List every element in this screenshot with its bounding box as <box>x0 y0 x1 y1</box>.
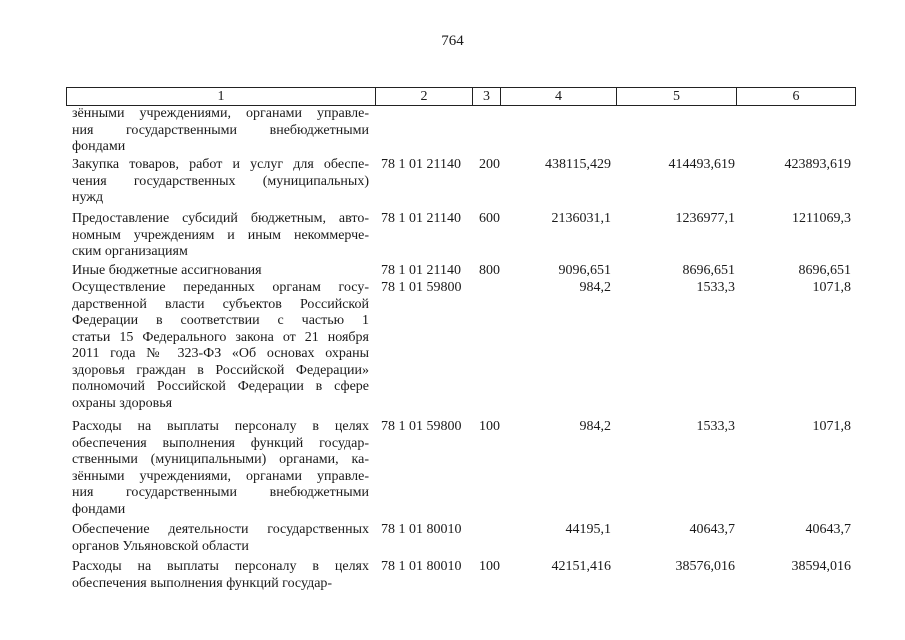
value-col-4: 984,2 <box>579 280 611 295</box>
description-line: обеспечения выполнения функций государ- <box>72 435 369 451</box>
value-col-5: 1236977,1 <box>675 211 735 226</box>
row-description <box>72 559 369 592</box>
budget-code: 78 1 01 21140 <box>381 157 461 172</box>
description-line: статьи 15 Федерального закона от 21 ноября <box>72 329 369 345</box>
description-line: фондами <box>72 501 126 517</box>
value-col-6: 1071,8 <box>812 419 851 434</box>
value-col-5: 414493,619 <box>668 157 735 172</box>
budget-code: 78 1 01 80010 <box>381 559 462 574</box>
column-header-4: 4 <box>501 88 617 106</box>
expense-type: 100 <box>479 559 500 574</box>
description-line: обеспечения выполнения функций государ- <box>72 575 333 591</box>
budget-code: 78 1 01 59800 <box>381 419 462 434</box>
description-line: здоровья граждан в Российской Федерации» <box>72 362 369 378</box>
description-line: фондами <box>72 139 126 154</box>
row-description <box>72 522 369 555</box>
description-line: Расходы на выплаты персоналу в целях <box>72 419 369 434</box>
value-col-4: 984,2 <box>579 419 611 434</box>
budget-code: 78 1 01 80010 <box>381 522 462 537</box>
description-line: Иные бюджетные ассигнования <box>72 263 262 278</box>
description-line: чения государственных (муниципальных) <box>72 173 369 189</box>
value-col-6: 423893,619 <box>784 157 851 172</box>
description-line: нужд <box>72 190 104 205</box>
description-line: Осуществление переданных органам госу- <box>72 280 369 295</box>
row-description <box>72 419 369 518</box>
row-description <box>72 280 369 412</box>
column-header-row <box>67 88 856 106</box>
description-line: зёнными учреждениями, органами управле- <box>72 468 369 484</box>
budget-code: 78 1 01 21140 <box>381 263 461 278</box>
column-header-table <box>66 87 856 106</box>
value-col-5: 1533,3 <box>696 419 735 434</box>
value-col-6: 8696,651 <box>798 263 851 278</box>
row-description <box>72 263 369 280</box>
budget-code: 78 1 01 21140 <box>381 211 461 226</box>
description-line: охраны здоровья <box>72 395 173 411</box>
column-header-3: 3 <box>473 88 501 106</box>
value-col-4: 9096,651 <box>558 263 611 278</box>
value-col-4: 42151,416 <box>551 559 611 574</box>
description-line: органов Ульяновской области <box>72 538 249 554</box>
description-line: 2011 года № 323-ФЗ «Об основах охраны <box>72 346 369 361</box>
description-line: Закупка товаров, работ и услуг для обеспе- <box>72 157 369 172</box>
value-col-4: 2136031,1 <box>551 211 611 226</box>
description-line: Федерации в соответствии с частью 1 <box>72 313 369 328</box>
description-line: дарственной власти субъектов Российской <box>72 296 369 312</box>
value-col-4: 438115,429 <box>545 157 611 172</box>
column-header-6: 6 <box>737 88 856 106</box>
description-line: Обеспечение деятельности государственных <box>72 522 369 537</box>
column-header-5: 5 <box>617 88 737 106</box>
row-description <box>72 106 369 156</box>
description-line: зёнными учреждениями, органами управле- <box>72 106 369 121</box>
value-col-5: 40643,7 <box>689 522 735 537</box>
value-col-6: 1071,8 <box>812 280 851 295</box>
description-line: номным учреждениям и иным некоммерче- <box>72 227 369 243</box>
description-line: ния государственными внебюджетными <box>72 122 369 138</box>
expense-type: 200 <box>479 157 500 172</box>
expense-type: 100 <box>479 419 500 434</box>
description-line: Предоставление субсидий бюджетным, авто- <box>72 211 369 226</box>
description-line: ским организациям <box>72 244 188 259</box>
description-line: Расходы на выплаты персоналу в целях <box>72 559 369 574</box>
expense-type: 600 <box>479 211 500 226</box>
value-col-6: 38594,016 <box>791 559 851 574</box>
description-line: полномочий Российской Федерации в сфере <box>72 379 369 394</box>
value-col-4: 44195,1 <box>565 522 611 537</box>
expense-type: 800 <box>479 263 500 278</box>
value-col-6: 40643,7 <box>805 522 851 537</box>
row-description <box>72 211 369 261</box>
value-col-5: 38576,016 <box>675 559 735 574</box>
column-header-2: 2 <box>376 88 473 106</box>
value-col-5: 8696,651 <box>682 263 735 278</box>
page-number: 764 <box>441 33 464 49</box>
column-header-1: 1 <box>67 88 376 106</box>
description-line: ственными (муниципальными) органами, ка- <box>72 452 369 467</box>
budget-code: 78 1 01 59800 <box>381 280 462 295</box>
value-col-5: 1533,3 <box>696 280 735 295</box>
row-description <box>72 157 369 207</box>
value-col-6: 1211069,3 <box>792 211 851 226</box>
description-line: ния государственными внебюджетными <box>72 485 369 500</box>
